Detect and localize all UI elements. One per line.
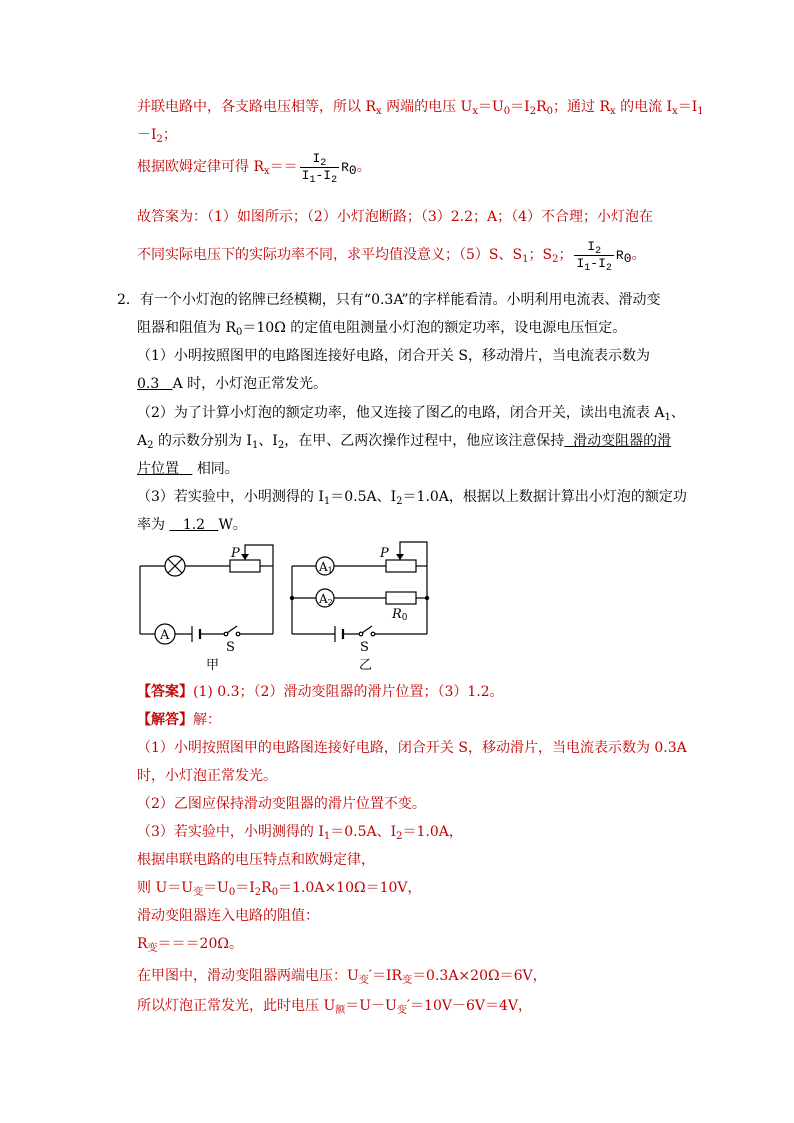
circuit-diagrams [130, 540, 450, 675]
solution-answer-summary-1: 故答案为：（1）如图所示；（2）小灯泡断路；（3）2.2；A；（4）不合理；小灯泡在 [137, 209, 654, 225]
battery-left-icon [192, 626, 200, 642]
analysis-7: $R_变===20\Omega$。 [137, 936, 243, 954]
answer-blank-2a: 滑动变阻器的滑 [573, 433, 672, 449]
analysis-9: 所以灯泡正常发光，此时电压 $U_额=U-U_变'=10V-6V=4V$， [137, 998, 532, 1016]
solution-answer-summary-2: 不同实际电压下的实际功率不同，求平均值没意义；（5）S、$S_1$；$S_2$； $\frac{I_2}{I_1-I_2}$ $R_0$。 [137, 238, 646, 274]
ammeter-a1 [316, 557, 334, 575]
analysis-2: （2）乙图应保持滑动变阻器的滑片位置不变。 [137, 796, 426, 812]
junction-left [290, 596, 294, 600]
label-p-right: P [380, 546, 389, 561]
question-2-part-3-line-1: （3）若实验中，小明测得的 $I_1=0.5A$、$I_2=1.0A$，根据以上数据计算出小灯泡的额定功 [137, 489, 687, 507]
label-p-left: P [231, 546, 240, 561]
switch-left-icon [224, 626, 240, 636]
analysis-5: 则 $U=U_变=U_0=I_2R_0=1.0A\times 10\Omega=10V$， [137, 880, 422, 898]
resistor-r0 [386, 592, 416, 604]
label-r0: R0 [392, 607, 408, 623]
question-2-part-1-line-2: 0.3 A 时，小灯泡正常发光。 [137, 376, 328, 392]
question-2-part-1-line-1: （1）小明按照图甲的电路图连接好电路，闭合开关 S，移动滑片，当电流表示数为 [137, 348, 650, 364]
caption-jia: 甲 [206, 658, 220, 673]
switch-right-icon [359, 626, 375, 636]
question-2-part-2-line-3: 片位置 相同。 [137, 461, 239, 477]
junction-right [425, 596, 429, 600]
answer-blank-2b: 片位置 [137, 461, 179, 477]
analysis-6: 滑动变阻器连入电路的阻值： [137, 908, 319, 924]
rheostat-right [386, 560, 416, 572]
answer-line: 【答案】(1) 0.3；（2）滑动变阻器的滑片位置；（3）1.2。 [137, 684, 504, 700]
ammeter-left [155, 624, 175, 644]
analysis-3: （3）若实验中，小明测得的 $I_1=0.5A$、$I_2=1.0A$， [137, 824, 463, 842]
svg-text:A: A [160, 628, 170, 643]
solution-line-1: 并联电路中，各支路电压相等，所以 $R_x$ 两端的电压 $U_x=U_0=I_2R_0$；通过 $R_x$ 的电流 $I_x=I_1$ [137, 99, 704, 117]
svg-text:A2: A2 [319, 592, 333, 607]
question-2-part-2-line-1: （2）为了计算小灯泡的额定功率，他又连接了图乙的电路，闭合开关，读出电流表 $A_1$、 [137, 405, 685, 423]
analysis-header: 【解答】解： [137, 712, 221, 728]
label-s-left: S [226, 640, 235, 655]
lamp-icon [165, 556, 185, 576]
svg-text:A1: A1 [319, 560, 333, 575]
question-2-line-2: 阻器和阻值为 $R_0=10\Omega$ 的定值电阻测量小灯泡的额定功率，设电源电压恒定。 [137, 320, 627, 338]
slider-arrow-right [396, 554, 404, 560]
analysis-1-line-1: （1）小明按照图甲的电路图连接好电路，闭合开关 S，移动滑片，当电流表示数为 0.3A [137, 740, 687, 756]
answer-blank-3: 1.2 [182, 517, 206, 533]
analysis-1-line-2: 时，小灯泡正常发光。 [137, 768, 277, 784]
caption-yi: 乙 [359, 658, 373, 673]
answer-blank-1: 0.3 [137, 376, 160, 392]
fraction-rx: $\frac{I_2}{I_1-I_2}$ [301, 150, 338, 186]
question-2-part-3-line-2: 率为 1.2 W。 [137, 517, 247, 533]
slider-arrow-left [241, 554, 249, 560]
ammeter-a2 [316, 589, 334, 607]
label-s-right: S [360, 640, 369, 655]
analysis-8: 在甲图中，滑动变阻器两端电压：$U_变'=IR_变=0.3A\times 20\Omega=6V$， [137, 968, 547, 986]
solution-ohm-law-line: 根据欧姆定律可得 $R_x==$ $\frac{I_2}{I_1-I_2}$ $R_0$。 [137, 150, 371, 186]
battery-right-icon [335, 626, 343, 642]
fraction-rx-2: $\frac{I_2}{I_1-I_2}$ [576, 238, 612, 274]
solution-line-2: $-I_2$； [137, 127, 177, 145]
question-2-line-1: 2．有一个小灯泡的铭牌已经模糊，只有“0.3A”的字样能看清。小明利用电流表、滑动变 [117, 292, 661, 308]
analysis-4: 根据串联电路的电压特点和欧姆定律， [137, 852, 375, 868]
circuit-left [140, 545, 273, 634]
analysis-tag: 【解答】 [137, 712, 193, 728]
question-number: 2． [117, 292, 140, 308]
question-2-part-2-line-2: $A_2$ 的示数分别为 $I_1$、$I_2$，在甲、乙两次操作过程中，他应该注意保持 滑动变阻器的滑 [137, 433, 672, 451]
rheostat-left [230, 560, 260, 572]
answer-tag: 【答案】 [137, 684, 193, 700]
